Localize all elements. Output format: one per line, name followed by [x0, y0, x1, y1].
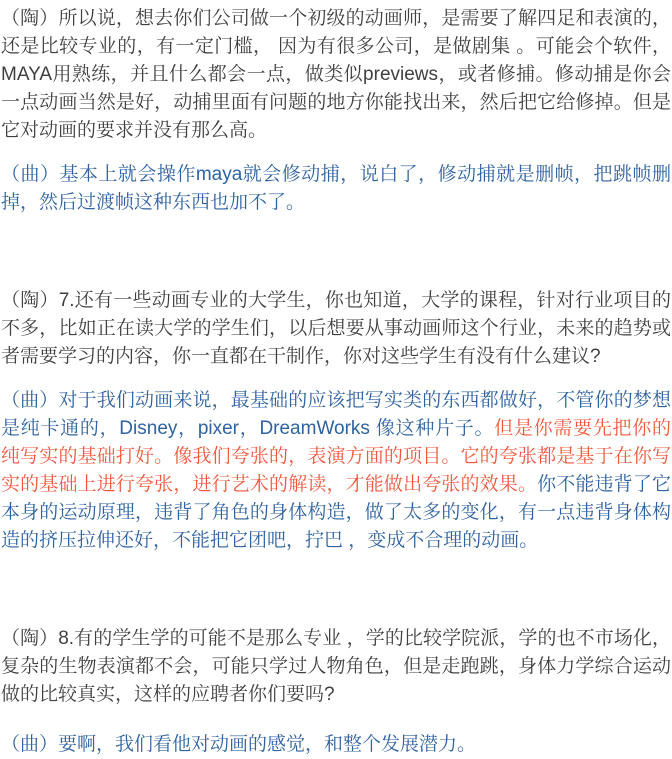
paragraph-tao-4: [1, 625, 671, 709]
text-segment-dark: （陶）8.有的学生学的可能不是那么专业 ，学的比较学院派，学的也不市场化，复杂的生物表演都不会，可能只学过人物角色，但是走跑跳，身体力学综合运动做的比较真实，这样的应聘者你们要吗?: [1, 628, 671, 705]
text-segment-dark: （陶）所以说，想去你们公司做一个初级的动画师，是需要了解四足和表演的，还是比较专业的，有一定门槛， 因为有很多公司，是做剧集 。可能会个软件，MAYA用熟练，并且什么都会一点，做类似previews，或者修捕。修动捕是你会一点动画当然是好，动捕里面有问题的地方你能找出来，然后把它给修掉。但是它对动画的要求并没有那么高。: [1, 8, 671, 141]
text-segment-blue: （曲）要啊，我们看他对动画的感觉，和整个发展潜力。: [1, 734, 477, 755]
text-segment-blue: 你不能违背了它本身的运动原理，违背了角色的身体构造，做了太多的变化，有一点违背身体构造的挤压拉伸还好，不能把它团吧，拧巴 ，变成不合理的动画。: [1, 474, 671, 551]
paragraph-tao-2: [1, 287, 671, 371]
text-segment-dark: （陶）7.还有一些动画专业的大学生，你也知道，大学的课程，针对行业项目的不多，比如正在读大学的学生们，以后想要从事动画师这个行业，未来的趋势或者需要学习的内容，你一直都在干制作，你对这些学生有没有什么建议?: [1, 290, 671, 367]
text-segment-blue: （曲）基本上就会操作maya就会修动捕，说白了，修动捕就是删帧，把跳帧删掉，然后过渡帧这种东西也加不了。: [1, 164, 671, 213]
paragraph-qu-1: [1, 161, 671, 217]
paragraph-tao-0: [1, 5, 671, 145]
paragraph-qu-3: [1, 387, 671, 555]
text-segment-blue: （曲）对于我们动画来说，最基础的应该把写实类的东西都做好，不管你的梦想是纯卡通的，Disney，pixer，DreamWorks 像这种片子。: [1, 390, 671, 439]
text-segment-red: 但是你需要先把你的纯写实的基础打好。像我们夸张的，表演方面的项目。它的夸张都是基于在你写实的基础上进行夸张，进行艺术的解读，才能做出夸张的效果。: [1, 418, 671, 495]
paragraph-qu-5: [1, 731, 671, 759]
